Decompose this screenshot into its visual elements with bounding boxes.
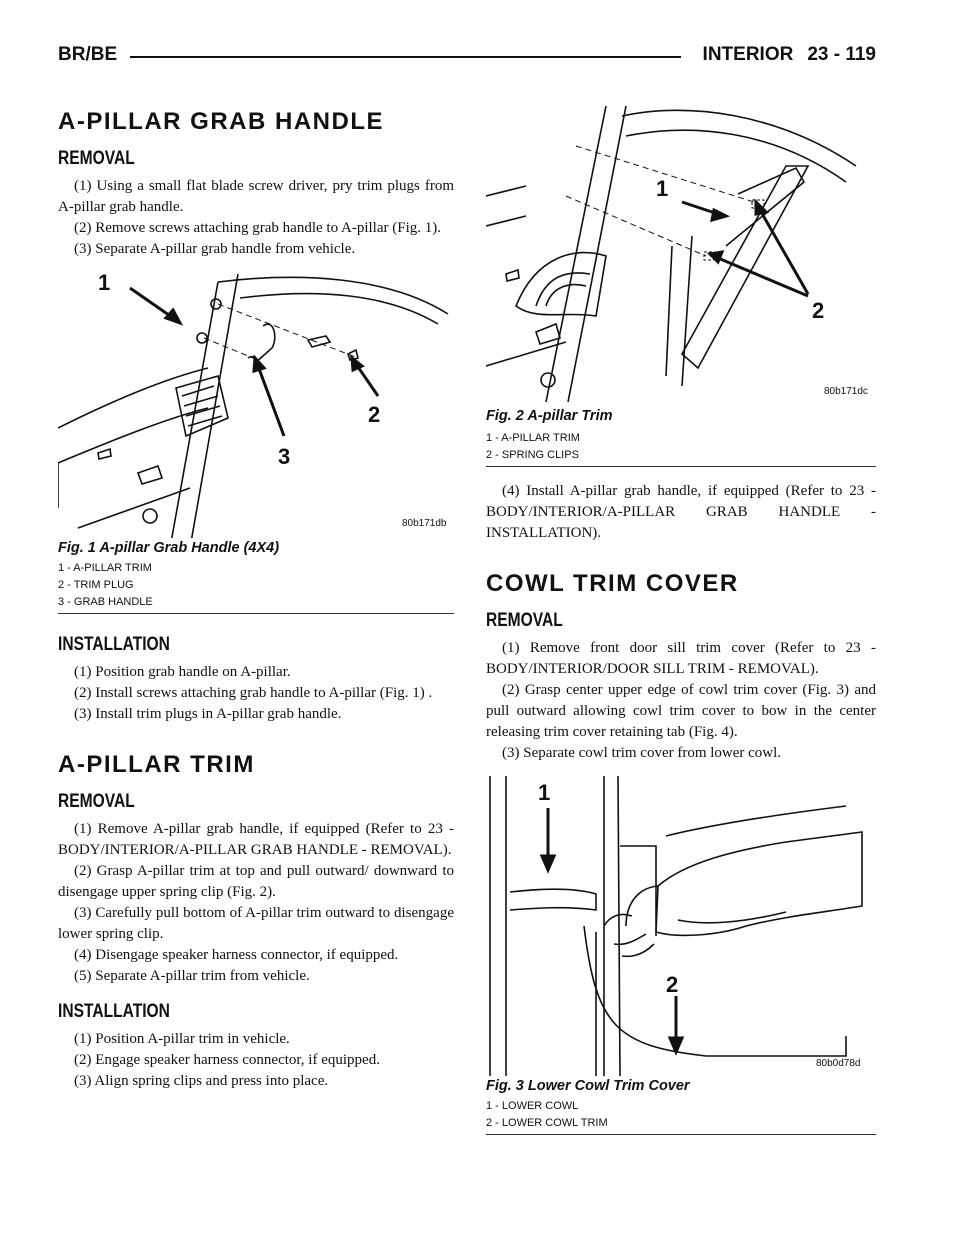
legend-item: 1 - A-PILLAR TRIM [58, 562, 152, 574]
legend-item: 2 - LOWER COWL TRIM [486, 1117, 608, 1129]
trim-installation-step: (4) Install A-pillar grab handle, if equipped (Refer to 23 - BODY/INTERIOR/A-PILLAR GRAB HANDLE - INSTALLATION). [486, 483, 876, 541]
grab-installation-step: (3) Install trim plugs in A-pillar grab handle. [74, 706, 342, 722]
grab-removal-step: (3) Separate A-pillar grab handle from vehicle. [74, 241, 356, 257]
trim-installation-step: (1) Position A-pillar trim in vehicle. [74, 1031, 290, 1047]
section-name: INTERIOR [702, 44, 794, 65]
grab-installation-step: (2) Install screws attaching grab handle to A-pillar (Fig. 1) . [74, 685, 433, 701]
cowl-removal-heading: REMOVAL [486, 610, 563, 631]
callout-2: 2 [666, 972, 679, 997]
legend-item: 1 - A-PILLAR TRIM [486, 432, 580, 444]
page-header [58, 44, 876, 70]
figure-id: 80b171dc [824, 386, 868, 397]
grab-removal-heading: REMOVAL [58, 148, 135, 169]
a-pillar-trim-illustration [486, 106, 876, 402]
page-number: 23 - 119 [807, 44, 876, 65]
grab-handle-title: A-PILLAR GRAB HANDLE [58, 108, 384, 135]
grab-handle-illustration [58, 268, 454, 538]
callout-2: 2 [368, 402, 381, 427]
trim-removal-step: (2) Grasp A-pillar trim at top and pull outward/ downward to disengage upper spring clip (Fig. 2). [58, 863, 454, 900]
right-column [486, 106, 876, 1135]
legend-item: 2 - SPRING CLIPS [486, 449, 579, 461]
grab-removal-step: (1) Using a small flat blade screw driver, pry trim plugs from A-pillar grab handle. [58, 178, 454, 215]
trim-installation-step: (3) Align spring clips and press into place. [74, 1073, 329, 1089]
figure-3 [486, 776, 876, 1076]
trim-removal-step: (4) Disengage speaker harness connector, if equipped. [74, 947, 399, 963]
callout-1: 1 [98, 270, 111, 295]
trim-removal-heading: REMOVAL [58, 791, 135, 812]
grab-installation-heading: INSTALLATION [58, 634, 170, 655]
trim-installation-step: (2) Engage speaker harness connector, if equipped. [74, 1052, 380, 1068]
header-rule [130, 56, 681, 58]
figure-1-legend [58, 560, 454, 614]
callout-3: 3 [278, 444, 291, 469]
callout-1: 1 [656, 176, 669, 201]
a-pillar-trim-title: A-PILLAR TRIM [58, 751, 255, 778]
grab-removal-step: (2) Remove screws attaching grab handle to A-pillar (Fig. 1). [74, 220, 441, 236]
figure-id: 80b0d78d [816, 1058, 861, 1069]
figure-1 [58, 268, 454, 538]
header-right [689, 44, 876, 66]
cowl-removal-step: (3) Separate cowl trim cover from lower cowl. [502, 745, 782, 761]
cowl-removal-step: (1) Remove front door sill trim cover (Refer to 23 - BODY/INTERIOR/DOOR SILL TRIM - REMOVAL). [486, 640, 876, 677]
legend-item: 2 - TRIM PLUG [58, 579, 134, 591]
legend-item: 1 - LOWER COWL [486, 1100, 579, 1112]
cowl-trim-title: COWL TRIM COVER [486, 570, 739, 597]
callout-1: 1 [538, 780, 551, 805]
trim-removal-step: (3) Carefully pull bottom of A-pillar trim outward to disengage lower spring clip. [58, 905, 454, 942]
figure-3-legend [486, 1098, 876, 1135]
figure-3-caption: Fig. 3 Lower Cowl Trim Cover [486, 1078, 690, 1094]
figure-2 [486, 106, 876, 402]
trim-removal-step: (5) Separate A-pillar trim from vehicle. [74, 968, 310, 984]
grab-installation-step: (1) Position grab handle on A-pillar. [74, 664, 291, 680]
cowl-trim-illustration [486, 776, 876, 1076]
model-code: BR/BE [58, 44, 118, 65]
figure-2-legend [486, 430, 876, 467]
figure-2-caption: Fig. 2 A-pillar Trim [486, 408, 613, 424]
left-column [58, 108, 454, 1092]
legend-item: 3 - GRAB HANDLE [58, 596, 153, 608]
figure-1-caption: Fig. 1 A-pillar Grab Handle (4X4) [58, 540, 280, 556]
figure-id: 80b171db [402, 518, 447, 529]
trim-removal-step: (1) Remove A-pillar grab handle, if equipped (Refer to 23 - BODY/INTERIOR/A-PILLAR GRAB HANDLE - REMOVAL). [58, 821, 454, 858]
trim-installation-heading: INSTALLATION [58, 1001, 170, 1022]
callout-2: 2 [812, 298, 825, 323]
cowl-removal-step: (2) Grasp center upper edge of cowl trim cover (Fig. 3) and pull outward allowing cowl trim cover to bow in the center releasing trim cover retaining tab (Fig. 4). [486, 682, 876, 740]
